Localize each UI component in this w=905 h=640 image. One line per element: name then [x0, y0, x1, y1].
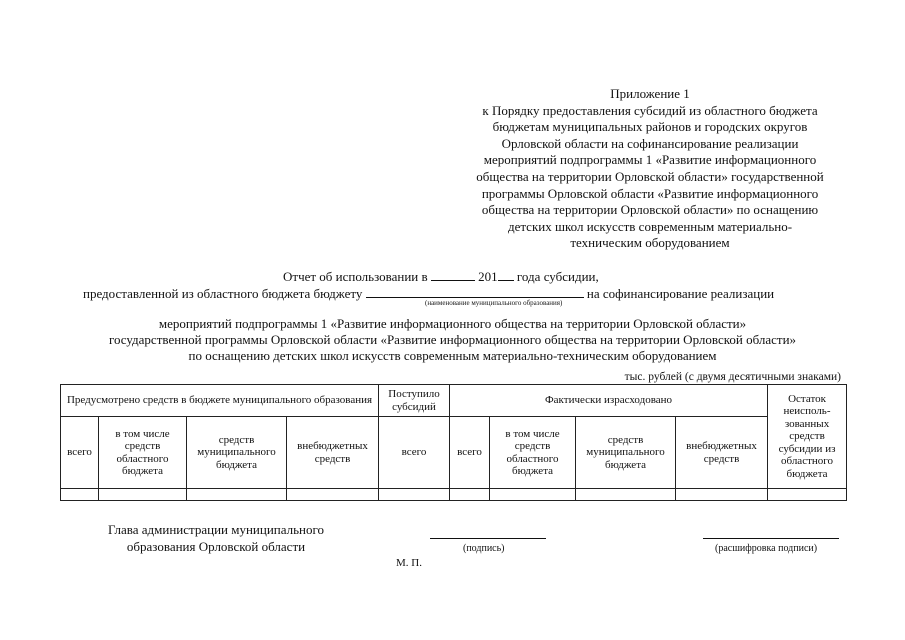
table-cell[interactable]: [768, 489, 847, 501]
table-cell[interactable]: [187, 489, 287, 501]
report-title-line: [283, 268, 599, 285]
report-line-4: государственной программы Орловской области «Развитие информационного общества на территории Орловской области»: [108, 332, 797, 347]
table-cell[interactable]: [576, 489, 676, 501]
subheader-municipal: средств муниципального бюджета: [187, 417, 287, 489]
signature-decode-caption: (расшифровка подписи): [715, 543, 818, 554]
signatory-title-1: Глава администрации муниципального: [107, 522, 325, 537]
report-year-prefix: 201: [478, 269, 498, 284]
table-cell[interactable]: [287, 489, 379, 501]
subheader-spent-total: всего: [450, 417, 490, 489]
appendix-line: техническим оборудованием: [570, 235, 730, 251]
municipality-caption: (наименование муниципального образования): [425, 299, 563, 307]
subheader-regional: в том числе средств областного бюджета: [99, 417, 187, 489]
subheader-extra: внебюджетных средств: [287, 417, 379, 489]
subheader-received-total: всего: [379, 417, 450, 489]
stamp-place: М. П.: [396, 557, 422, 569]
report-title-suffix: года субсидии,: [516, 269, 599, 284]
year-blank[interactable]: [498, 268, 514, 281]
table-cell[interactable]: [99, 489, 187, 501]
table-cell[interactable]: [61, 489, 99, 501]
appendix-line: мероприятий подпрограммы 1 «Развитие информационного: [483, 152, 817, 168]
signatory-title-2: образования Орловской области: [126, 539, 306, 554]
appendix-line: детских школ искусств современным материально-: [507, 218, 793, 234]
report-title-prefix: Отчет об использовании в: [283, 269, 428, 284]
header-planned: Предусмотрено средств в бюджете муниципального образования: [61, 385, 379, 417]
table-cell[interactable]: [450, 489, 490, 501]
appendix-line: общества на территории Орловской области» государственной: [476, 168, 824, 184]
subheader-spent-regional: в том числе средств областного бюджета: [490, 417, 576, 489]
appendix-line: бюджетам муниципальных районов и городских округов: [492, 119, 808, 135]
appendix-line: программы Орловской области «Развитие информационного: [481, 185, 819, 201]
table-cell[interactable]: [676, 489, 768, 501]
appendix-line: общества на территории Орловской области» по оснащению: [481, 202, 819, 218]
signature-decode-line[interactable]: [703, 538, 839, 539]
subheader-total: всего: [61, 417, 99, 489]
appendix-title: Приложение 1: [610, 86, 690, 101]
header-received: Поступило субсидий: [379, 385, 450, 417]
table-cell[interactable]: [379, 489, 450, 501]
subheader-spent-municipal: средств муниципального бюджета: [576, 417, 676, 489]
appendix-line: Орловской области на софинансирование реализации: [501, 135, 799, 151]
municipality-blank[interactable]: [366, 285, 584, 298]
signature-caption: (подпись): [463, 543, 505, 554]
report-recipient-prefix: предоставленной из областного бюджета бюджету: [83, 286, 363, 301]
table-cell[interactable]: [490, 489, 576, 501]
header-remainder: Остаток неисполь-зованных средств субсидии из областного бюджета: [768, 385, 847, 489]
appendix-block: [430, 86, 870, 252]
subheader-spent-extra: внебюджетных средств: [676, 417, 768, 489]
appendix-line: к Порядку предоставления субсидий из областного бюджета: [482, 102, 818, 118]
report-table: [60, 384, 847, 501]
signature-line[interactable]: [430, 538, 546, 539]
table-row: [61, 489, 847, 501]
report-recipient-suffix: на софинансирование реализации: [586, 286, 775, 301]
units-note: тыс. рублей (с двумя десятичными знаками): [624, 371, 841, 383]
report-line-5: по оснащению детских школ искусств современным материально-техническим оборудованием: [188, 348, 717, 363]
header-spent: Фактически израсходовано: [450, 385, 768, 417]
month-blank[interactable]: [431, 268, 475, 281]
report-line-3: мероприятий подпрограммы 1 «Развитие информационного общества на территории Орловской области»: [158, 316, 747, 331]
